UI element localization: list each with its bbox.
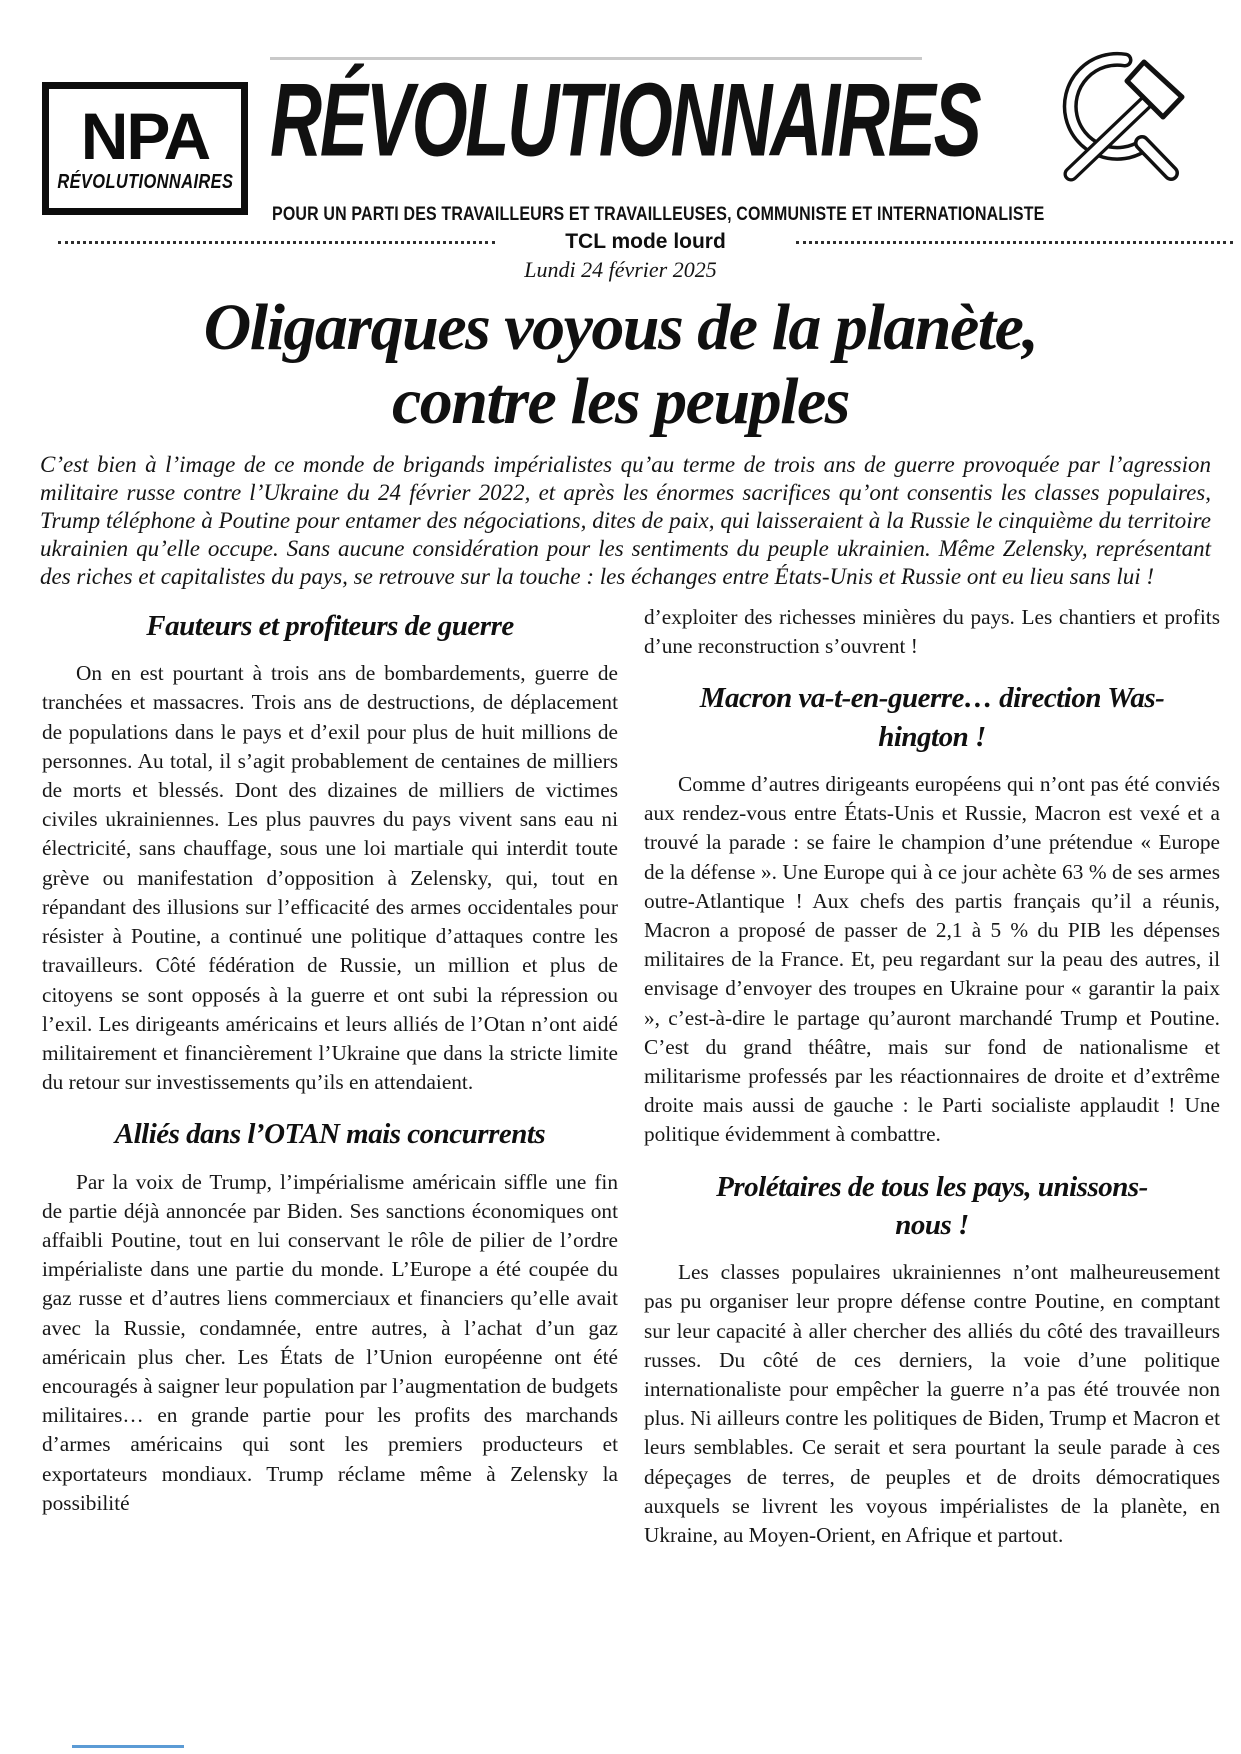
kicker-dots-left [58,241,495,244]
section-heading-proletaires-line-2: nous ! [895,1208,969,1241]
section-heading-macron-line-1: Macron va-t-en-guerre… direction Was- [699,682,1165,715]
intro-paragraph: C’est bien à l’image de ce monde de brigands impérialistes qu’au terme de trois ans de guerre provoquée par l’agression militaire russe contre l’Ukraine du 24 février 2022, et après les énormes sacrifices qu’ont consentis les classes populaires, Trump téléphone à Poutine pour entamer des négociations, dites de paix, qui laisseraient à la Russie le cinquième du territoire ukrainien qu’elle occupe. Sans aucune considération pour les sentiments du peuple ukrainien. Même Zelensky, représentant des riches et capitalistes du pays, se retrouve sur la touche : les échanges entre États-Unis et Russie ont eu lieu sans lui ! [40,452,1211,589]
section-heading-proletaires-line-1: Prolétaires de tous les pays, unissons- [716,1170,1148,1203]
kicker-dots-right [796,241,1233,244]
continuation-paragraph: d’exploiter des richesses minières du pays. Les chantiers et profits d’une reconstruction s’ouvrent ! [644,605,1220,659]
headline [10,291,1231,439]
section-heading-macron [644,679,1220,756]
masthead-rule [270,57,922,60]
paragraph-otan: Par la voix de Trump, l’impérialisme américain siffle une fin de partie déjà annoncée par Biden. Ses sanctions économiques ont affaibli Poutine, tout en lui conservant le rôle de pilier de l’ordre impérialiste dans une partie du monde. L’Europe a été coupée du gaz russe et d’autres liens commerciaux et financiers qu’elle avait avec la Russie, condamnée, entre autres, à l’achat d’un gaz américain plus cher. Les États de l’Union européenne ont été encouragés à saigner leur population par l’augmentation de budgets militaires… en grande partie pour les profits des marchands d’armes américains qui sont les premiers producteurs et exportateurs mondiaux. Trump réclame même à Zelensky la possibilité [42,1169,619,1515]
masthead-center [270,0,1045,225]
footer-blue-mark [72,1745,184,1748]
kicker-label: TCL mode lourd [565,229,726,253]
section-heading-fauteurs: Fauteurs et profiteurs de guerre [146,610,514,642]
npa-logo-subtext: RÉVOLUTIONNAIRES [56,171,234,194]
column-right [644,603,1220,1550]
paragraph-fauteurs: On en est pourtant à trois ans de bombardements, guerre de tranchées et massacres. Trois ans de destructions, de déplacement de populations dans le pays et d’exil pour plus de huit millions de personnes. Au total, il s’agit probablement de centaines de milliers de morts et blessés. Dont des dizaines de milliers de victimes civiles ukrainiennes. Les plus pauvres du pays vivent sans eau ni électricité, sans chauffage, sous une loi martiale qui interdit toute grève ou manifestation d’opposition à Zelensky, qui, tout en répandant des illusions sur l’efficacité des armes occidentales pour résister à Poutine, a continué une politique d’attaques contre les travailleurs. Côté fédération de Russie, un million et plus de citoyens se sont opposés à la guerre et ont subi la répression ou l’exil. Les dirigeants américains et leurs alliés de l’Otan n’ont aidé militairement et financièrement l’Ukraine que dans la stricte limite du retour sur investissements qu’ils en attendaient. [42,661,618,1095]
masthead-subtitle: POUR UN PARTI DES TRAVAILLEURS ET TRAVAILLEUSES, COMMUNISTE ET INTERNATIONALISTE [272,204,1045,225]
paragraph-macron: Comme d’autres dirigeants européens qui n’ont pas été conviés aux rendez-vous entre États-Unis et Russie, Macron est vexé et a trouvé la parade : se faire le champion d’une prétendue « Europe de la défense ». Une Europe qui à ce jour achète 63 % de ses armes outre-Atlantique ! Aux chefs des partis français qu’il a réunis, Macron a proposé de passer de 2,1 à 5 % du PIB les dépenses militaires de la France. Et, peu regardant sur la peau des autres, il envisage d’envoyer des troupes en Ukraine pour « garantir la paix », c’est-à-dire le partage qu’auront marchandé Trump et Poutine. C’est du grand théâtre, mais sur fond de nationalisme et militarisme professés par les réactionnaires de droite et d’extrême droite mais aussi de gauche : le Parti socialiste applaudit ! Une politique évidemment à combattre. [644,771,1220,1147]
headline-line-1: Oligarques voyous de la planète, [203,291,1038,364]
npa-logo [42,82,248,215]
kicker-row [0,228,1241,254]
article-columns [42,603,1220,1550]
headline-line-2: contre les peuples [392,365,849,438]
date-line: Lundi 24 février 2025 [524,257,717,282]
paragraph-proletaires: Les classes populaires ukrainiennes n’ont malheureusement pas pu organiser leur propre défense contre Poutine, en comptant sur leur capacité à aller chercher des alliés du côté des travailleurs russes. Du côté de ces derniers, la voie d’une politique internationaliste pour empêcher la guerre n’a pas été trouvée non plus. Ni ailleurs contre les politiques de Biden, Trump et Macron et leurs semblables. Ce serait et sera pourtant la seule parade à ces dépeçages de terres, de peuples et de droits démocratiques auxquels se livrent les voyous impérialistes de la planète, en Ukraine, au Moyen-Orient, en Afrique et partout. [644,1260,1220,1547]
section-heading-macron-line-2: hington ! [878,720,986,753]
column-left [42,603,618,1550]
hammer-and-sickle-icon [1040,50,1192,190]
masthead-title: RÉVOLUTIONNAIRES [270,61,980,179]
masthead [0,0,1241,225]
section-heading-otan: Alliés dans l’OTAN mais concurrents [114,1118,546,1151]
npa-logo-acronym: NPA [80,98,210,173]
section-heading-proletaires [644,1168,1220,1245]
